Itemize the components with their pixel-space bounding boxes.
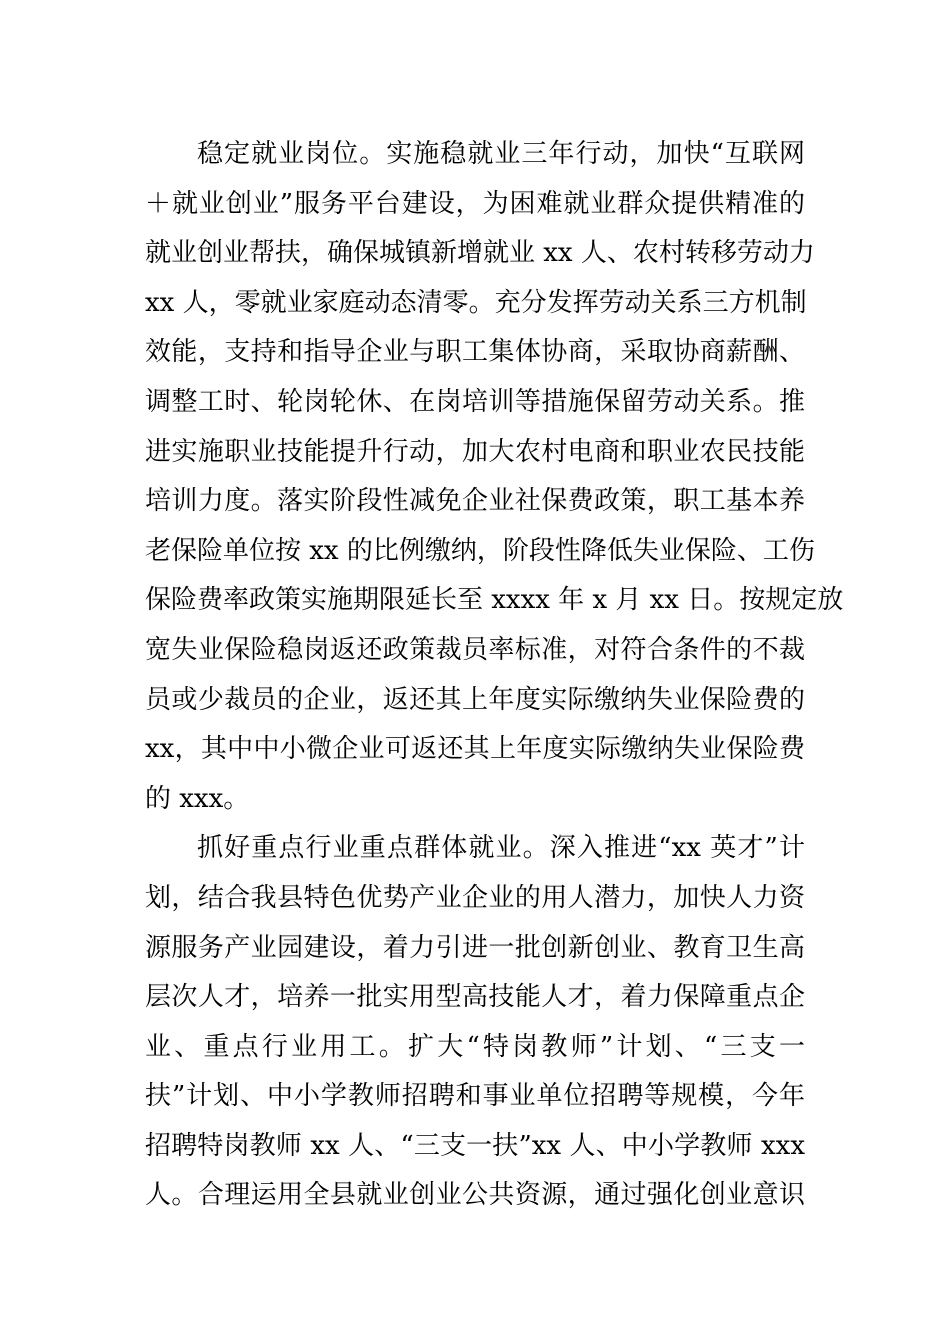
text-line: 调整工时、轮岗轮休、在岗培训等措施保留劳动关系。推 [145, 386, 805, 417]
text-line: 人。合理运用全县就业创业公共资源，通过强化创业意识 [145, 1180, 805, 1211]
document-body [145, 130, 844, 1221]
text-line: 扶”计划、中小学教师招聘和事业单位招聘等规模，今年 [145, 1081, 805, 1112]
text-line: 培训力度。落实阶段性减免企业社保费政策，职工基本养 [145, 486, 805, 517]
text-line: 划，结合我县特色优势产业企业的用人潜力，加快人力资 [145, 882, 805, 913]
text-line: 进实施职业技能提升行动，加大农村电商和职业农民技能 [145, 436, 805, 467]
paragraph-key-industries [145, 824, 805, 1221]
text-line: 的 xxx。 [145, 783, 250, 814]
text-line: 层次人才，培养一批实用型高技能人才，着力保障重点企 [145, 982, 805, 1013]
text-line: 源服务产业园建设，着力引进一批创新创业、教育卫生高 [145, 932, 805, 963]
text-line: 业、重点行业用工。扩大“特岗教师”计划、“三支一 [145, 1031, 805, 1062]
text-line: 保险费率政策实施期限延长至 xxxx 年 x 月 xx 日。按规定放 [145, 585, 844, 616]
text-line: xx，其中中小微企业可返还其上年度实际缴纳失业保险费 [145, 734, 805, 765]
paragraph-stable-employment [145, 130, 844, 824]
text-line: 招聘特岗教师 xx 人、“三支一扶”xx 人、中小学教师 xxx [145, 1130, 805, 1161]
text-line: 稳定就业岗位。实施稳就业三年行动，加快“互联网 [197, 139, 805, 169]
text-line: 抓好重点行业重点群体就业。深入推进“xx 英才”计 [197, 833, 805, 864]
text-line: ＋就业创业”服务平台建设，为困难就业群众提供精准的 [145, 188, 805, 219]
text-line: 老保险单位按 xx 的比例缴纳，阶段性降低失业保险、工伤 [145, 535, 815, 566]
text-line: 宽失业保险稳岗返还政策裁员率标准，对符合条件的不裁 [145, 634, 805, 665]
text-line: 效能，支持和指导企业与职工集体协商，采取协商薪酬、 [145, 337, 805, 368]
text-line: 员或少裁员的企业，返还其上年度实际缴纳失业保险费的 [145, 684, 805, 715]
text-line: xx 人，零就业家庭动态清零。充分发挥劳动关系三方机制 [145, 287, 807, 318]
text-line: 就业创业帮扶，确保城镇新增就业 xx 人、农村转移劳动力 [145, 238, 815, 269]
